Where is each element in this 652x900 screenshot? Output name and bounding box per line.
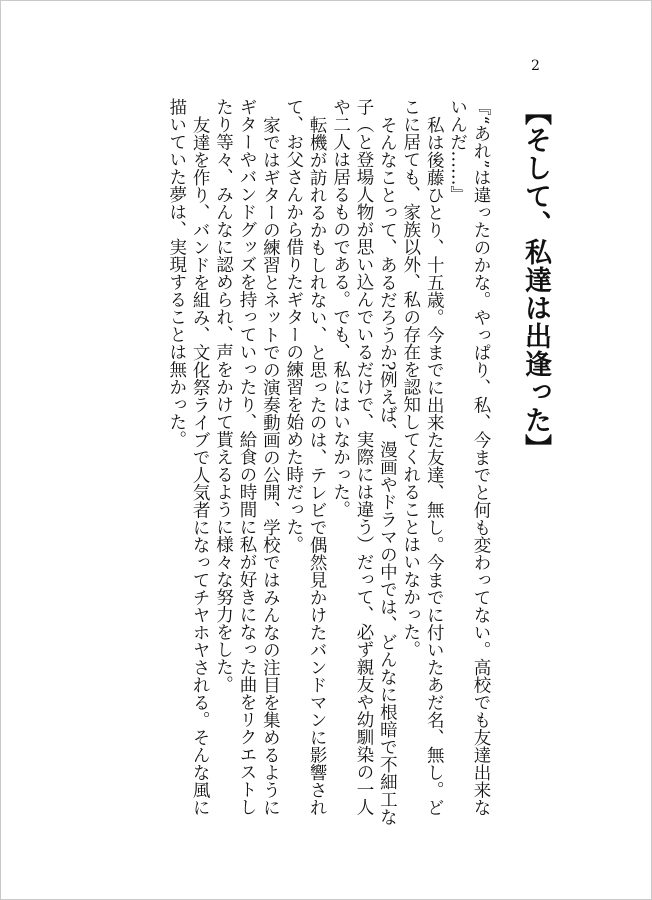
paragraph-4: 転機が訪れるかもしれない、と思ったのは、テレビで偶然見かけたバンドマンに影響されて、お父さんから借りたギターの練習を始めた時だった。 [283,98,328,816]
body-text [117,98,492,828]
paragraph-3: そんなことって、あるだろうか?例えば、漫画やドラマの中では、どんなに根暗で不細工な子（と登場人物が思い込んでいるだけで、実際には違う）だって、必ず親友や幼馴染の一人や二人は居るものである。でも、私にはいなかった。 [330,98,398,825]
paragraph-1: 『“あれ”は違ったのかな。やっぱり、私、今までと何も変わってない。高校でも友達出来ないんだ……』 [447,98,491,816]
chapter-title: 【そして、私達は出逢った】 [520,98,551,462]
paragraph-6: 友達を作り、バンドを組み、文化祭ライブで人気者になってチヤホヤされる。そんな風に描いていた夢は、実現することは無かった。 [166,98,211,816]
paragraph-2: 私は後藤ひとり、十五歳。今までに出来た友達、無し。今までに付いたあだ名、無し。どこに居ても、家族以外、私の存在を認知してくれることはいなかった。 [400,98,445,816]
page-number: 2 [531,58,540,74]
paragraph-5: 家ではギターの練習とネットでの演奏動画の公開、学校ではみんなの注目を集めるようにギターやバンドグッズを持っていったり、給食の時間に私が好きになった曲をリクエストしたり等々、みんなに認められ、声をかけて貰えるように様々な努力をした。 [213,98,281,816]
